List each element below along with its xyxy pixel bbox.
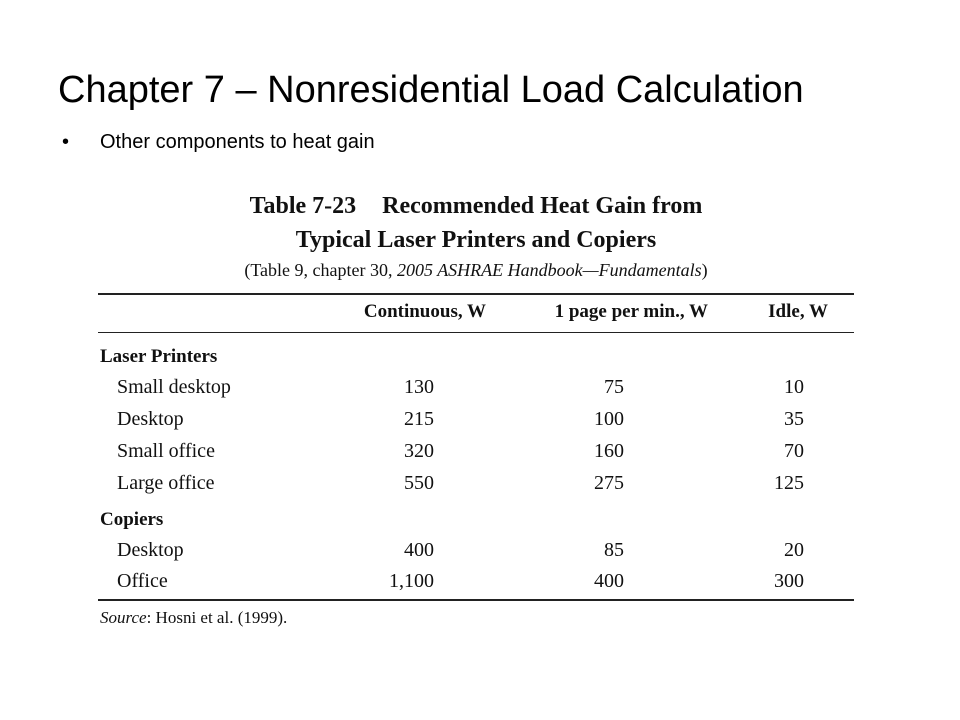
value-page-per-min: 160 <box>594 440 624 462</box>
source-ref-suffix: ) <box>701 260 708 280</box>
group-heading-laser-printers: Laser Printers <box>100 346 218 367</box>
table-source-reference <box>98 258 854 282</box>
value-continuous: 215 <box>404 408 434 430</box>
table-bottom-rule <box>98 599 854 601</box>
table-title-line2: Typical Laser Printers and Copiers <box>295 227 657 253</box>
value-page-per-min: 85 <box>604 539 624 561</box>
value-idle: 125 <box>774 472 804 494</box>
table-row <box>98 566 854 596</box>
value-continuous: 400 <box>404 539 434 561</box>
column-header-idle: Idle, W <box>768 301 828 322</box>
bullet-dot-icon: • <box>62 131 70 153</box>
value-idle: 35 <box>784 408 804 430</box>
column-header-page-per-min: 1 page per min., W <box>554 301 708 322</box>
group-heading-copiers: Copiers <box>100 509 164 530</box>
value-continuous: 550 <box>404 472 434 494</box>
bullet-item <box>62 128 375 156</box>
table-source-note <box>100 606 287 630</box>
source-text: : Hosni et al. (1999). <box>146 608 288 627</box>
value-idle: 10 <box>784 376 804 398</box>
value-page-per-min: 75 <box>604 376 624 398</box>
table-number: Table 7-23 <box>249 193 357 219</box>
table-title-line1: Recommended Heat Gain from <box>382 193 703 219</box>
table-row <box>98 535 854 565</box>
row-label: Large office <box>117 472 215 494</box>
row-label: Desktop <box>117 408 184 430</box>
column-header-continuous: Continuous, W <box>363 301 486 322</box>
source-ref-prefix: (Table 9, chapter 30, <box>244 260 398 280</box>
value-page-per-min: 400 <box>594 570 624 592</box>
value-continuous: 320 <box>404 440 434 462</box>
bullet-text: Other components to heat gain <box>100 131 375 153</box>
row-label: Small office <box>117 440 215 462</box>
source-label: Source <box>100 608 147 627</box>
table-row <box>98 436 854 466</box>
value-continuous: 130 <box>404 376 434 398</box>
value-page-per-min: 100 <box>594 408 624 430</box>
row-label: Desktop <box>117 539 184 561</box>
value-page-per-min: 275 <box>594 472 624 494</box>
slide-title: Chapter 7 – Nonresidential Load Calculation <box>58 69 804 111</box>
table-top-rule <box>98 293 854 295</box>
table-row <box>98 404 854 434</box>
value-continuous: 1,100 <box>389 570 434 592</box>
value-idle: 20 <box>784 539 804 561</box>
table-caption-line1 <box>98 190 854 222</box>
source-ref-handbook: 2005 ASHRAE Handbook—Fundamentals <box>397 260 702 280</box>
row-label: Small desktop <box>117 376 231 398</box>
value-idle: 300 <box>774 570 804 592</box>
table-header-rule <box>98 332 854 333</box>
value-idle: 70 <box>784 440 804 462</box>
heat-gain-table <box>98 188 854 638</box>
row-label: Office <box>117 570 168 592</box>
table-row <box>98 468 854 498</box>
table-row <box>98 372 854 402</box>
